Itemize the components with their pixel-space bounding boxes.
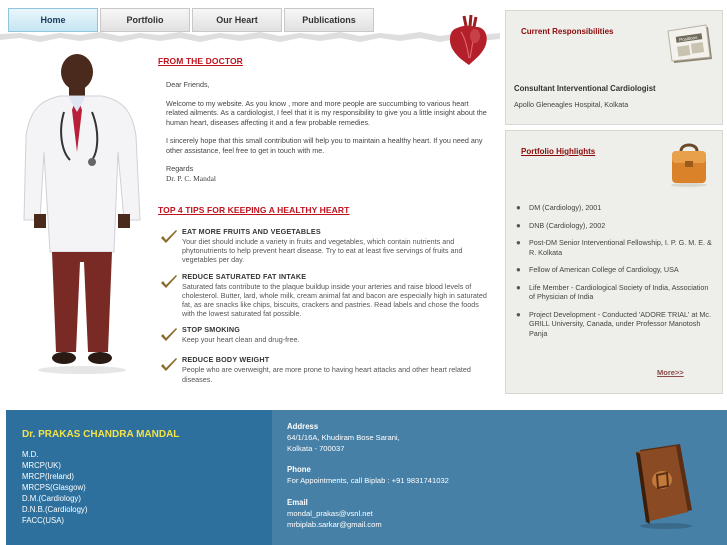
intro-signature: Dr. P. C. Mandal xyxy=(166,173,217,183)
tip-text: Keep your heart clean and drug-free. xyxy=(182,335,300,345)
intro-section xyxy=(158,56,490,183)
torn-paper-divider xyxy=(0,30,500,46)
tip-text: Your diet should include a variety in fruits and vegetables, which contain nutrients and phytonutrients to help prevent heart disease. Try to eat at least five servings of fruits and vegetables per day. xyxy=(182,237,463,265)
tip-item xyxy=(160,355,490,383)
positions-icon xyxy=(666,21,716,65)
email-link[interactable]: mondal_prakas@vsnl.net xyxy=(287,509,373,518)
address-block xyxy=(287,422,400,454)
intro-paragraph-1: Welcome to my website. As you know , more and more people are succumbing to various heart related ailments. As a cardiologist, I feel that it is my responsibility to give you a little insight about the human heart, diseases affecting it and a few probable remedies. xyxy=(166,98,487,127)
qualifications-list xyxy=(22,449,87,526)
list-item: ● Post-DM Senior Interventional Fellowship, I. P. G. M. E. & R. Kolkata xyxy=(516,238,712,257)
phone-block xyxy=(287,465,449,487)
tip-heading: STOP SMOKING xyxy=(182,325,241,335)
footer xyxy=(6,410,727,545)
tip-heading: REDUCE BODY WEIGHT xyxy=(182,355,270,365)
email-label: Email xyxy=(287,498,308,507)
nav-our-heart[interactable]: Our Heart xyxy=(192,8,282,32)
doctor-photo xyxy=(22,52,142,378)
footer-credentials xyxy=(6,410,272,545)
address-label: Address xyxy=(287,422,319,431)
highlights-title[interactable]: Portfolio Highlights xyxy=(521,147,596,156)
list-item: ● DM (Cardiology), 2001 xyxy=(516,203,602,212)
positions-icon-label: Positions xyxy=(678,34,698,43)
nav-home[interactable]: Home xyxy=(8,8,98,32)
intro-title: FROM THE DOCTOR xyxy=(158,56,243,66)
responsibilities-panel xyxy=(505,10,723,125)
checkmark-icon xyxy=(160,272,182,319)
intro-regards: Regards xyxy=(166,164,194,173)
checkmark-icon xyxy=(160,355,182,383)
intro-greeting: Dear Friends, xyxy=(166,80,210,89)
nav-portfolio[interactable]: Portfolio xyxy=(100,8,190,32)
list-item: ● Life Member - Cardiological Society of India, Association of Physician of India xyxy=(516,282,709,301)
qualification: D.N.B.(Cardiology) xyxy=(22,505,88,514)
responsibilities-title: Current Responsibilities xyxy=(521,27,614,36)
tip-item xyxy=(160,272,490,319)
current-role: Consultant Interventional Cardiologist xyxy=(514,84,656,93)
highlights-list xyxy=(516,203,716,346)
qualification: MRCP(UK) xyxy=(22,461,61,470)
top-nav xyxy=(8,8,374,32)
tip-text: Saturated fats contribute to the plaque buildup inside your arteries and raise blood levels of cholesterol. Butter, lard, whole milk, cream animal fat and bacon are especially high in saturated fat, as are snacks like chips, biscuits, crackers and pastries. Read labels and chose the foods with the lowest saturated fat possible. xyxy=(182,281,487,319)
book-icon xyxy=(626,440,696,530)
phone-text: For Appointments, call Biplab : +91 9831741032 xyxy=(287,476,449,485)
intro-letter xyxy=(166,80,490,183)
briefcase-icon xyxy=(668,139,710,187)
tip-text: People who are overweight, are more prone to having heart attacks and other heart related diseases. xyxy=(182,365,471,384)
highlights-panel xyxy=(505,130,723,394)
tips-list xyxy=(160,227,490,391)
phone-label: Phone xyxy=(287,465,311,474)
more-link[interactable]: More>> xyxy=(657,368,684,377)
list-item: ● DNB (Cardiology), 2002 xyxy=(516,220,606,230)
qualification: M.D. xyxy=(22,450,39,459)
current-organization: Apollo Gleneagles Hospital, Kolkata xyxy=(514,100,629,109)
tip-heading: EAT MORE FRUITS AND VEGETABLES xyxy=(182,227,321,236)
qualification: MRCP(Ireland) xyxy=(22,472,74,481)
tips-title: TOP 4 TIPS FOR KEEPING A HEALTHY HEART xyxy=(158,205,350,215)
tip-item xyxy=(160,325,490,348)
checkmark-icon xyxy=(160,325,182,348)
doctor-name: Dr. PRAKAS CHANDRA MANDAL xyxy=(22,429,180,440)
tip-item xyxy=(160,227,490,265)
tip-heading: REDUCE SATURATED FAT INTAKE xyxy=(182,271,307,281)
email-link[interactable]: mrbiplab.sarkar@gmail.com xyxy=(287,519,382,529)
list-item: ● Project Development - Conducted 'ADORE TRIAL' at Mc. GRILL University, Canada, under Professor Manotosh Panja xyxy=(516,309,711,338)
address-line: Kolkata - 700037 xyxy=(287,443,345,453)
qualification: MRCPS(Glasgow) xyxy=(22,483,86,492)
qualification: FACC(USA) xyxy=(22,516,65,525)
nav-publications[interactable]: Publications xyxy=(284,8,374,32)
email-block xyxy=(287,498,382,530)
qualification: D.M.(Cardiology) xyxy=(22,494,81,503)
checkmark-icon xyxy=(160,227,182,265)
intro-paragraph-2: I sincerely hope that this small contribution will help you to maintain a healthy heart. If you need any other assistance, feel free to get in touch with me. xyxy=(166,136,483,155)
list-item: ● Fellow of American College of Cardiology, USA xyxy=(516,265,679,274)
address-line: 64/1/16A, Khudiram Bose Sarani, xyxy=(287,433,400,442)
